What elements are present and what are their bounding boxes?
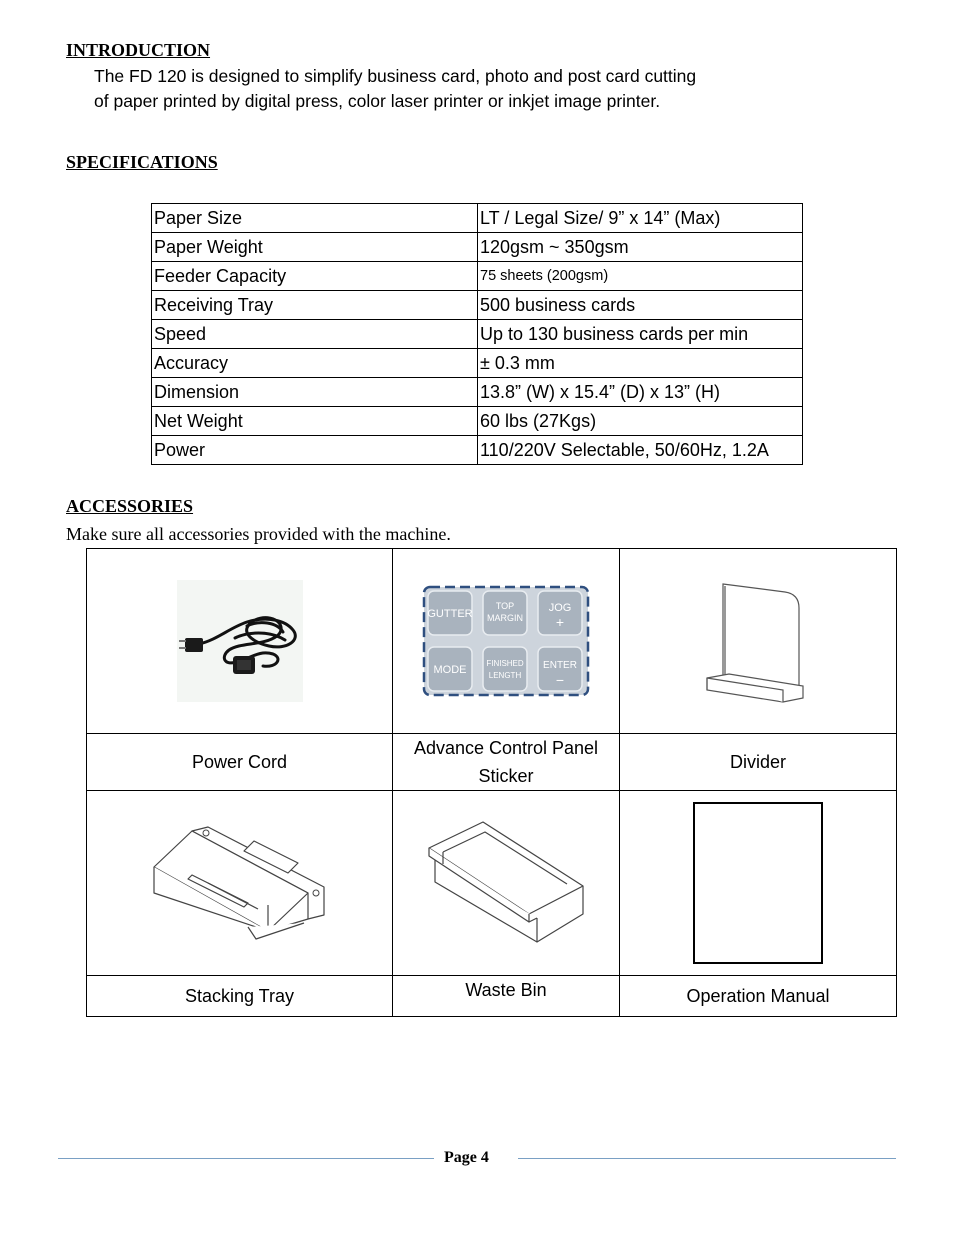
spec-row (152, 262, 803, 291)
spec-value: Up to 130 business cards per min (478, 320, 803, 349)
sticker-key-top: TOP (495, 601, 515, 611)
accessories-label-row (87, 734, 897, 791)
stacking-tray-label: Stacking Tray (87, 976, 393, 1017)
spec-row (152, 233, 803, 262)
sticker-key-length: LENGTH (488, 671, 522, 680)
spec-value: 75 sheets (200gsm) (478, 262, 803, 291)
spec-value: 500 business cards (478, 291, 803, 320)
operation-manual-cell (620, 791, 897, 976)
sticker-key-margin: MARGIN (487, 613, 523, 623)
accessories-image-row (87, 791, 897, 976)
operation-manual-label: Operation Manual (620, 976, 897, 1017)
sticker-key-jog-plus: + (555, 614, 565, 630)
specifications-heading: SPECIFICATIONS (66, 152, 218, 172)
spec-row (152, 320, 803, 349)
spec-value: 13.8” (W) x 15.4” (D) x 13” (H) (478, 378, 803, 407)
divider-cell (620, 549, 897, 734)
spec-row (152, 204, 803, 233)
sticker-key-enter: ENTER (543, 660, 577, 671)
control-panel-sticker-label-line-1: Advance Control Panel (413, 738, 599, 758)
control-panel-sticker-cell (393, 549, 620, 734)
spec-label: Receiving Tray (152, 291, 478, 320)
spec-row (152, 378, 803, 407)
sticker-key-jog: JOG (548, 602, 572, 614)
spec-value: 120gsm ~ 350gsm (478, 233, 803, 262)
spec-label: Paper Weight (152, 233, 478, 262)
spec-value: ± 0.3 mm (478, 349, 803, 378)
waste-bin-image (425, 818, 587, 948)
page-number: Page 4 (444, 1149, 489, 1166)
accessories-label-row (87, 976, 897, 1017)
spec-label: Net Weight (152, 407, 478, 436)
specifications-table (151, 203, 803, 465)
footer-rule-left (58, 1158, 434, 1159)
accessories-table (86, 548, 897, 1017)
divider-image (703, 574, 813, 708)
spec-label: Dimension (152, 378, 478, 407)
operation-manual-image (693, 802, 823, 964)
waste-bin-label: Waste Bin (393, 976, 620, 1017)
spec-row (152, 349, 803, 378)
spec-row (152, 291, 803, 320)
accessories-heading: ACCESSORIES (66, 496, 194, 516)
spec-label: Paper Size (152, 204, 478, 233)
power-cord-image (177, 580, 303, 702)
sticker-key-finished: FINISHED (486, 659, 524, 668)
spec-row (152, 436, 803, 465)
sticker-key-enter-minus: − (555, 672, 565, 688)
divider-label: Divider (620, 734, 897, 791)
control-panel-sticker-label (393, 734, 620, 791)
spec-label: Feeder Capacity (152, 262, 478, 291)
stacking-tray-image (148, 823, 332, 943)
sticker-key-gutter: GUTTER (427, 608, 473, 620)
introduction-line-1: The FD 120 is designed to simplify business card, photo and post card cutting (94, 66, 697, 86)
spec-label: Accuracy (152, 349, 478, 378)
spec-row (152, 407, 803, 436)
introduction-heading: INTRODUCTION (66, 40, 211, 60)
spec-value: 110/220V Selectable, 50/60Hz, 1.2A (478, 436, 803, 465)
control-panel-sticker-image (422, 585, 590, 697)
accessories-note: Make sure all accessories provided with the machine. (66, 524, 451, 544)
power-cord-cell (87, 549, 393, 734)
power-cord-label: Power Cord (87, 734, 393, 791)
footer-rule-right (518, 1158, 896, 1159)
introduction-line-2: of paper printed by digital press, color laser printer or inkjet image printer. (94, 91, 661, 111)
spec-value: 60 lbs (27Kgs) (478, 407, 803, 436)
control-panel-sticker-label-line-2: Sticker (478, 766, 534, 786)
sticker-key-mode: MODE (433, 664, 467, 676)
accessories-image-row (87, 549, 897, 734)
spec-label: Speed (152, 320, 478, 349)
stacking-tray-cell (87, 791, 393, 976)
spec-value: LT / Legal Size/ 9” x 14” (Max) (478, 204, 803, 233)
spec-label: Power (152, 436, 478, 465)
waste-bin-cell (393, 791, 620, 976)
